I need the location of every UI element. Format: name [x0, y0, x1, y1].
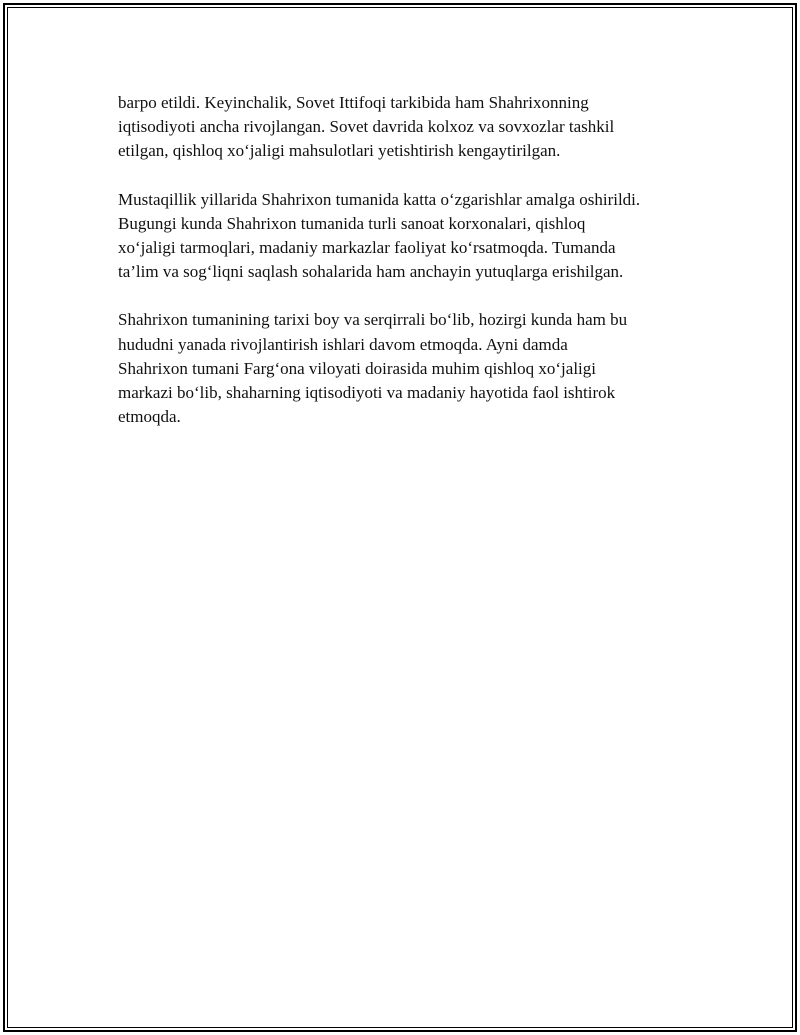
paragraph-3: Shahrixon tumanining tarixi boy va serqirrali boʻlib, hozirgi kunda ham bu hududni yanada rivojlantirish ishlari davom etmoqda. Ayni damda Shahrixon tumani Fargʻona viloyati doirasida muhim qishloq xoʻjaligi markazi boʻlib, shaharning iqtisodiyoti va madaniy hayotida faol ishtirok etmoqda.: [118, 310, 628, 427]
paragraph-1: barpo etildi. Keyinchalik, Sovet Ittifoqi tarkibida ham Shahrixonning iqtisodiyoti ancha rivojlangan. Sovet davrida kolxoz va sovxozlar tashkil etilgan, qishloq xoʻjaligi mahsulotlari yetishtirish kengaytirilgan.: [118, 93, 615, 161]
document-body: [118, 91, 698, 453]
paragraph-2: Mustaqillik yillarida Shahrixon tumanida katta oʻzgarishlar amalga oshirildi. Bugungi kunda Shahrixon tumanida turli sanoat korxonalari, qishloq xoʻjaligi tarmoqlari, madaniy markazlar faoliyat koʻrsatmoqda. Tumanda ta’lim va sogʻliqni saqlash sohalarida ham anchayin yutuqlarga erishilgan.: [118, 189, 641, 282]
